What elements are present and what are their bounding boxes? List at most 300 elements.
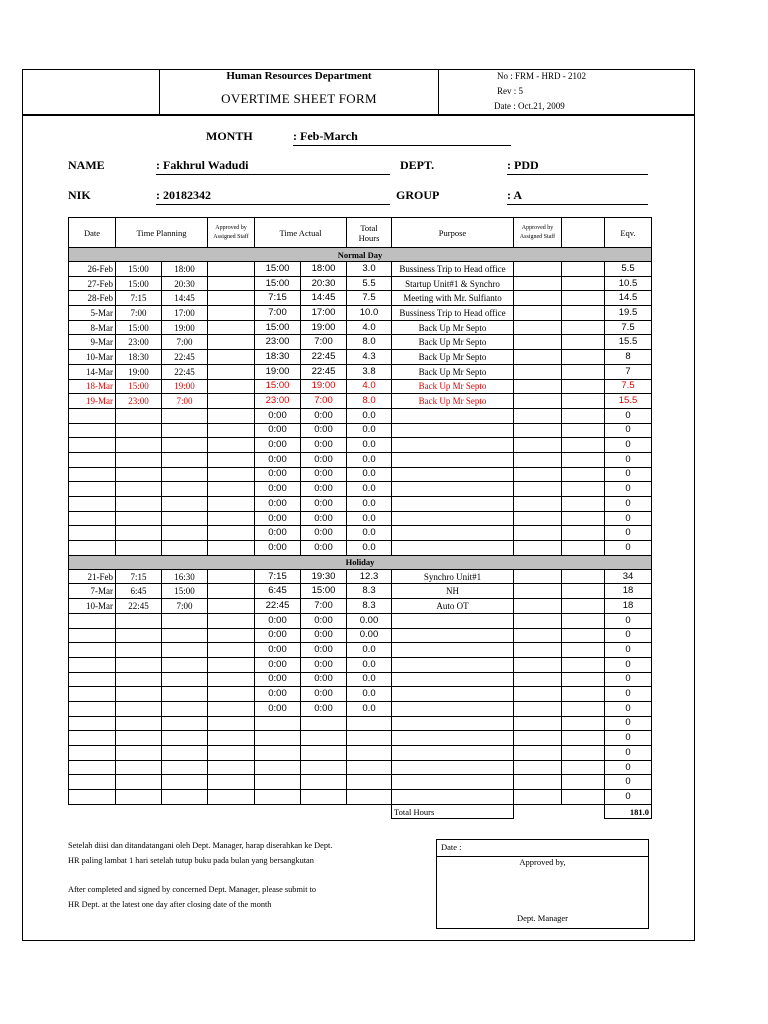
table-row: [69, 687, 652, 702]
cell-plan-start: [116, 746, 162, 761]
table-row: [69, 276, 652, 291]
cell-date: 21-Feb: [69, 569, 116, 584]
cell-total: 0.0: [347, 482, 392, 497]
cell-purpose: [392, 423, 514, 438]
cell-approved-2: [514, 262, 562, 277]
cell-date: 7-Mar: [69, 584, 116, 599]
cell-actual-start: [255, 731, 301, 746]
cell-actual-end: 0:00: [301, 643, 347, 658]
cell-total: 0.0: [347, 452, 392, 467]
header-divider-right: [438, 69, 439, 115]
cell-actual-end: 0:00: [301, 467, 347, 482]
cell-actual-start: 15:00: [255, 320, 301, 335]
cell-date: 28-Feb: [69, 291, 116, 306]
cell-actual-end: 0:00: [301, 657, 347, 672]
cell-approved-2: [514, 584, 562, 599]
cell-date: [69, 423, 116, 438]
cell-plan-end: [162, 511, 208, 526]
cell-approved-2: [514, 291, 562, 306]
cell-plan-end: [162, 467, 208, 482]
cell-actual-end: [301, 731, 347, 746]
cell-total: 0.0: [347, 701, 392, 716]
cell-plan-start: [116, 423, 162, 438]
cell-actual-end: 0:00: [301, 628, 347, 643]
table-row: [69, 643, 652, 658]
cell-plan-end: 22:45: [162, 364, 208, 379]
cell-purpose: [392, 467, 514, 482]
table-row: [69, 775, 652, 790]
cell-eqv: 18: [605, 599, 652, 614]
cell-approved-1: [208, 452, 255, 467]
cell-plan-end: [162, 438, 208, 453]
cell-blank: [562, 467, 605, 482]
cell-total: 0.0: [347, 687, 392, 702]
cell-approved-1: [208, 379, 255, 394]
cell-plan-start: [116, 775, 162, 790]
table-row: [69, 482, 652, 497]
cell-actual-end: [301, 746, 347, 761]
month-value: : Feb-March: [293, 129, 358, 143]
cell-approved-2: [514, 701, 562, 716]
cell-eqv: 19.5: [605, 306, 652, 321]
header-approved-by-2: Approved by Assigned Staff: [514, 218, 562, 248]
cell-actual-start: [255, 760, 301, 775]
cell-blank: [562, 379, 605, 394]
cell-actual-start: [255, 775, 301, 790]
cell-actual-start: 0:00: [255, 452, 301, 467]
cell-approved-1: [208, 364, 255, 379]
header-divider: [22, 114, 695, 116]
cell-approved-2: [514, 335, 562, 350]
cell-total: [347, 760, 392, 775]
cell-total: 0.00: [347, 628, 392, 643]
cell-actual-end: 0:00: [301, 526, 347, 541]
cell-date: [69, 613, 116, 628]
cell-total: [347, 716, 392, 731]
cell-actual-start: 23:00: [255, 335, 301, 350]
cell-actual-start: 0:00: [255, 497, 301, 512]
cell-eqv: 0: [605, 526, 652, 541]
dept-underline: [507, 174, 648, 175]
cell-plan-end: [162, 482, 208, 497]
cell-plan-end: 19:00: [162, 379, 208, 394]
cell-approved-1: [208, 731, 255, 746]
total-row-spacer: [69, 804, 392, 819]
cell-date: [69, 643, 116, 658]
cell-eqv: 0: [605, 731, 652, 746]
cell-total: 0.0: [347, 511, 392, 526]
cell-approved-2: [514, 350, 562, 365]
cell-actual-start: 0:00: [255, 423, 301, 438]
cell-plan-start: [116, 701, 162, 716]
table-row: [69, 423, 652, 438]
total-hours-value: 181.0: [605, 804, 652, 819]
cell-plan-start: 15:00: [116, 276, 162, 291]
cell-approved-2: [514, 775, 562, 790]
cell-approved-1: [208, 350, 255, 365]
cell-approved-2: [514, 423, 562, 438]
cell-purpose: Back Up Mr Septo: [392, 350, 514, 365]
cell-actual-start: 0:00: [255, 613, 301, 628]
cell-actual-end: 7:00: [301, 599, 347, 614]
cell-actual-start: 0:00: [255, 643, 301, 658]
cell-eqv: 0: [605, 423, 652, 438]
cell-blank: [562, 306, 605, 321]
table-row: [69, 320, 652, 335]
cell-actual-end: 0:00: [301, 408, 347, 423]
department-name: Human Resources Department: [226, 70, 372, 82]
cell-purpose: [392, 408, 514, 423]
cell-plan-end: [162, 613, 208, 628]
cell-eqv: 34: [605, 569, 652, 584]
cell-purpose: [392, 452, 514, 467]
cell-plan-start: [116, 628, 162, 643]
cell-blank: [562, 687, 605, 702]
cell-eqv: 0: [605, 628, 652, 643]
cell-plan-end: [162, 775, 208, 790]
cell-plan-start: 7:15: [116, 569, 162, 584]
cell-eqv: 10.5: [605, 276, 652, 291]
cell-eqv: 0: [605, 643, 652, 658]
cell-plan-end: 17:00: [162, 306, 208, 321]
cell-actual-start: 7:00: [255, 306, 301, 321]
cell-purpose: [392, 526, 514, 541]
cell-approved-2: [514, 731, 562, 746]
cell-blank: [562, 423, 605, 438]
cell-plan-end: [162, 790, 208, 805]
cell-approved-2: [514, 438, 562, 453]
cell-actual-end: 18:00: [301, 262, 347, 277]
cell-purpose: [392, 613, 514, 628]
cell-plan-start: [116, 672, 162, 687]
header-eqv: Eqv.: [605, 218, 652, 248]
cell-plan-end: [162, 541, 208, 556]
cell-date: 27-Feb: [69, 276, 116, 291]
cell-plan-start: [116, 511, 162, 526]
cell-blank: [562, 438, 605, 453]
table-row: [69, 452, 652, 467]
cell-date: [69, 731, 116, 746]
cell-plan-end: [162, 452, 208, 467]
approval-date-field[interactable]: Date :: [437, 840, 648, 857]
table-row: [69, 716, 652, 731]
cell-total: 10.0: [347, 306, 392, 321]
cell-approved-1: [208, 541, 255, 556]
cell-approved-1: [208, 569, 255, 584]
cell-actual-end: 0:00: [301, 497, 347, 512]
table-row: [69, 790, 652, 805]
cell-date: [69, 628, 116, 643]
cell-date: [69, 526, 116, 541]
cell-approved-1: [208, 643, 255, 658]
cell-blank: [562, 511, 605, 526]
cell-blank: [562, 613, 605, 628]
cell-date: [69, 497, 116, 512]
cell-date: 9-Mar: [69, 335, 116, 350]
cell-plan-end: [162, 746, 208, 761]
cell-plan-end: [162, 760, 208, 775]
cell-purpose: [392, 628, 514, 643]
note-id-line1: Setelah diisi dan ditandatangani oleh Dept. Manager, harap diserahkan ke Dept.: [68, 841, 333, 850]
cell-approved-1: [208, 320, 255, 335]
cell-eqv: 14.5: [605, 291, 652, 306]
header-time-planning: Time Planning: [116, 218, 208, 248]
cell-actual-start: 15:00: [255, 276, 301, 291]
cell-date: [69, 408, 116, 423]
cell-blank: [562, 746, 605, 761]
cell-blank: [562, 482, 605, 497]
cell-date: 18-Mar: [69, 379, 116, 394]
cell-approved-2: [514, 276, 562, 291]
cell-eqv: 0: [605, 613, 652, 628]
cell-purpose: [392, 482, 514, 497]
cell-purpose: [392, 511, 514, 526]
cell-total: 5.5: [347, 276, 392, 291]
name-value: : Fakhrul Wadudi: [156, 158, 249, 172]
cell-plan-end: 16:30: [162, 569, 208, 584]
cell-plan-end: [162, 408, 208, 423]
cell-purpose: [392, 760, 514, 775]
cell-actual-start: 6:45: [255, 584, 301, 599]
cell-total: 0.0: [347, 643, 392, 658]
cell-total: 7.5: [347, 291, 392, 306]
cell-eqv: 7.5: [605, 320, 652, 335]
cell-actual-start: 0:00: [255, 511, 301, 526]
cell-date: 19-Mar: [69, 394, 116, 409]
cell-eqv: 0: [605, 408, 652, 423]
cell-actual-start: [255, 746, 301, 761]
cell-purpose: [392, 701, 514, 716]
cell-eqv: 0: [605, 467, 652, 482]
cell-purpose: [392, 746, 514, 761]
table-row: [69, 394, 652, 409]
cell-actual-start: 0:00: [255, 541, 301, 556]
cell-plan-end: [162, 628, 208, 643]
cell-approved-1: [208, 657, 255, 672]
cell-blank: [562, 790, 605, 805]
cell-approved-1: [208, 790, 255, 805]
cell-total: [347, 731, 392, 746]
table-row: [69, 584, 652, 599]
group-label: GROUP: [396, 188, 440, 202]
cell-eqv: 7.5: [605, 379, 652, 394]
cell-actual-end: [301, 775, 347, 790]
cell-approved-2: [514, 760, 562, 775]
cell-approved-2: [514, 497, 562, 512]
cell-date: [69, 452, 116, 467]
cell-approved-2: [514, 657, 562, 672]
cell-plan-start: 7:15: [116, 291, 162, 306]
cell-approved-1: [208, 526, 255, 541]
cell-blank: [562, 291, 605, 306]
table-row: [69, 746, 652, 761]
cell-purpose: [392, 731, 514, 746]
cell-plan-end: [162, 731, 208, 746]
cell-actual-end: 7:00: [301, 335, 347, 350]
cell-plan-end: 15:00: [162, 584, 208, 599]
cell-approved-2: [514, 613, 562, 628]
cell-blank: [562, 569, 605, 584]
cell-plan-end: [162, 716, 208, 731]
cell-actual-start: 0:00: [255, 687, 301, 702]
table-row: [69, 364, 652, 379]
cell-plan-start: [116, 467, 162, 482]
name-underline: [156, 174, 390, 175]
cell-approved-1: [208, 276, 255, 291]
cell-plan-end: [162, 701, 208, 716]
cell-plan-end: [162, 526, 208, 541]
table-row: [69, 438, 652, 453]
cell-purpose: [392, 672, 514, 687]
cell-date: [69, 701, 116, 716]
cell-approved-1: [208, 394, 255, 409]
cell-purpose: [392, 643, 514, 658]
cell-total: 4.0: [347, 320, 392, 335]
header-total-hours: Total Hours: [347, 218, 392, 248]
cell-eqv: 0: [605, 452, 652, 467]
cell-approved-2: [514, 467, 562, 482]
cell-approved-2: [514, 526, 562, 541]
cell-plan-start: [116, 438, 162, 453]
cell-actual-start: 15:00: [255, 379, 301, 394]
cell-actual-end: 15:00: [301, 584, 347, 599]
cell-total: 0.0: [347, 467, 392, 482]
cell-actual-end: 7:00: [301, 394, 347, 409]
cell-approved-2: [514, 746, 562, 761]
cell-plan-end: 22:45: [162, 350, 208, 365]
cell-date: [69, 438, 116, 453]
cell-plan-end: 20:30: [162, 276, 208, 291]
cell-eqv: 0: [605, 497, 652, 512]
cell-approved-2: [514, 452, 562, 467]
doc-date: Date : Oct.21, 2009: [494, 101, 565, 111]
nik-value: : 20182342: [156, 188, 211, 202]
cell-approved-1: [208, 423, 255, 438]
cell-actual-start: 0:00: [255, 482, 301, 497]
cell-total: [347, 775, 392, 790]
cell-blank: [562, 643, 605, 658]
cell-actual-end: 19:00: [301, 320, 347, 335]
cell-purpose: Bussiness Trip to Head office: [392, 262, 514, 277]
cell-approved-1: [208, 497, 255, 512]
cell-plan-start: [116, 731, 162, 746]
cell-plan-end: [162, 497, 208, 512]
cell-actual-end: 0:00: [301, 613, 347, 628]
total-row: [69, 804, 652, 819]
cell-actual-end: 0:00: [301, 423, 347, 438]
cell-approved-2: [514, 643, 562, 658]
cell-actual-end: 19:00: [301, 379, 347, 394]
table-row: [69, 497, 652, 512]
cell-eqv: 8: [605, 350, 652, 365]
cell-approved-1: [208, 672, 255, 687]
table-row: [69, 306, 652, 321]
cell-actual-end: 0:00: [301, 438, 347, 453]
cell-actual-end: 0:00: [301, 511, 347, 526]
dept-label: DEPT.: [400, 158, 435, 172]
cell-eqv: 5.5: [605, 262, 652, 277]
cell-plan-end: [162, 643, 208, 658]
cell-total: 0.00: [347, 613, 392, 628]
cell-total: 3.8: [347, 364, 392, 379]
cell-plan-start: [116, 760, 162, 775]
cell-purpose: Bussiness Trip to Head office: [392, 306, 514, 321]
cell-plan-end: [162, 423, 208, 438]
cell-blank: [562, 775, 605, 790]
table-row: [69, 291, 652, 306]
cell-blank: [562, 320, 605, 335]
cell-approved-2: [514, 306, 562, 321]
header-time-actual: Time Actual: [255, 218, 347, 248]
cell-actual-start: [255, 716, 301, 731]
cell-approved-1: [208, 746, 255, 761]
cell-plan-end: [162, 672, 208, 687]
cell-approved-2: [514, 716, 562, 731]
cell-date: [69, 541, 116, 556]
cell-actual-start: 7:15: [255, 569, 301, 584]
cell-blank: [562, 408, 605, 423]
cell-approved-2: [514, 394, 562, 409]
cell-plan-start: 23:00: [116, 394, 162, 409]
cell-approved-2: [514, 599, 562, 614]
section-normal-day-label: Normal Day: [69, 248, 652, 262]
cell-date: [69, 687, 116, 702]
cell-date: 5-Mar: [69, 306, 116, 321]
cell-eqv: 0: [605, 482, 652, 497]
cell-eqv: 0: [605, 701, 652, 716]
cell-approved-1: [208, 262, 255, 277]
cell-plan-start: [116, 657, 162, 672]
cell-eqv: 15.5: [605, 394, 652, 409]
table-row: [69, 379, 652, 394]
note-en-line1: After completed and signed by concerned Dept. Manager, please submit to: [68, 885, 317, 894]
cell-actual-end: 20:30: [301, 276, 347, 291]
cell-plan-end: [162, 687, 208, 702]
total-row-spacer-2: [514, 804, 605, 819]
cell-date: 10-Mar: [69, 599, 116, 614]
cell-total: 4.0: [347, 379, 392, 394]
cell-approved-1: [208, 306, 255, 321]
section-holiday: [69, 555, 652, 569]
cell-plan-end: 19:00: [162, 320, 208, 335]
table-row: [69, 613, 652, 628]
header-date: Date: [69, 218, 116, 248]
cell-eqv: 0: [605, 541, 652, 556]
cell-approved-2: [514, 511, 562, 526]
cell-date: [69, 511, 116, 526]
cell-total: 8.3: [347, 584, 392, 599]
cell-plan-start: 15:00: [116, 262, 162, 277]
cell-actual-end: 19:30: [301, 569, 347, 584]
form-title: OVERTIME SHEET FORM: [221, 91, 377, 106]
cell-approved-1: [208, 511, 255, 526]
cell-total: 0.0: [347, 672, 392, 687]
table-row: [69, 350, 652, 365]
total-hours-label: Total Hours: [392, 804, 514, 819]
group-value: : A: [507, 188, 522, 202]
cell-eqv: 0: [605, 775, 652, 790]
cell-date: [69, 672, 116, 687]
section-normal-day: [69, 248, 652, 262]
cell-approved-2: [514, 672, 562, 687]
cell-plan-end: 7:00: [162, 335, 208, 350]
cell-plan-start: [116, 452, 162, 467]
cell-approved-2: [514, 408, 562, 423]
cell-actual-start: [255, 790, 301, 805]
cell-approved-2: [514, 569, 562, 584]
cell-blank: [562, 262, 605, 277]
cell-eqv: 7: [605, 364, 652, 379]
